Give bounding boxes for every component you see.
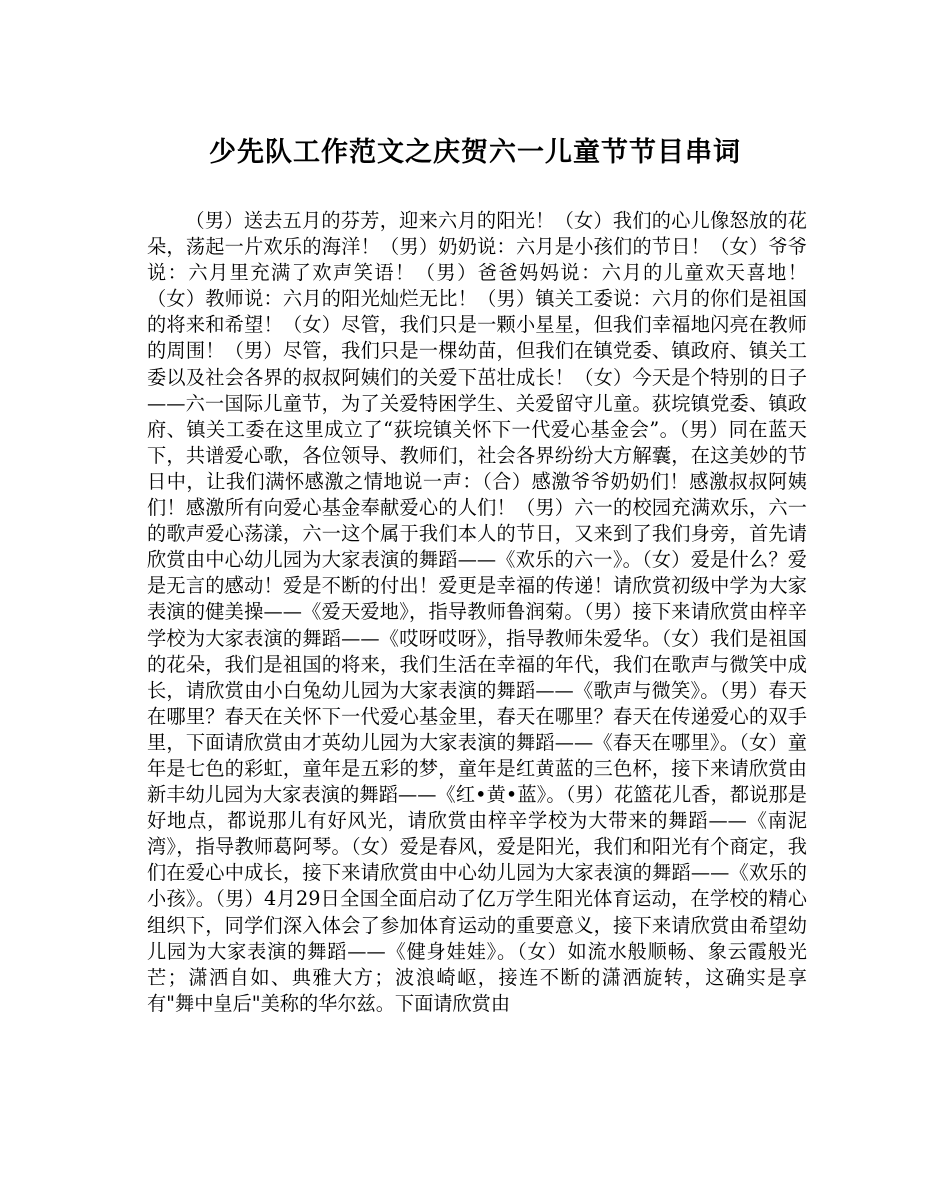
document-title: 少先队工作范文之庆贺六一儿童节节目串词 xyxy=(209,137,741,168)
document-body-paragraph: （男）送去五月的芬芳，迎来六月的阳光！（女）我们的心儿像怒放的花朵，荡起一片欢乐的海洋！（男）奶奶说：六月是小孩们的节日！（女）爷爷说：六月里充满了欢声笑语！（男）爸爸妈妈说：六月的儿童欢天喜地！（女）教师说：六月的阳光灿烂无比！（男）镇关工委说：六月的你们是祖国的将来和希望！（女）尽管，我们只是一颗小星星，但我们幸福地闪亮在教师的周围！（男）尽管，我们只是一棵幼苗，但我们在镇党委、镇政府、镇关工委以及社会各界的叔叔阿姨们的关爱下茁壮成长！（女）今天是个特别的日子——六一国际儿童节，为了关爱特困学生、关爱留守儿童。荻垸镇党委、镇政府、镇关工委在这里成立了“荻垸镇关怀下一代爱心基金会”。（男）同在蓝天下，共谱爱心歌，各位领导、教师们，社会各界纷纷大方解囊，在这美妙的节日中，让我们满怀感激之情地说一声：（合）感激爷爷奶奶们！感激叔叔阿姨们！感激所有向爱心基金奉献爱心的人们！（男）六一的校园充满欢乐，六一的歌声爱心荡漾，六一这个属于我们本人的节日，又来到了我们身旁，首先请欣赏由中心幼儿园为大家表演的舞蹈——《欢乐的六一》。（女）爱是什么？爱是无言的感动！爱是不断的付出！爱更是幸福的传递！请欣赏初级中学为大家表演的健美操——《爱天爱地》，指导教师鲁润菊。（男）接下来请欣赏由梓辛学校为大家表演的舞蹈——《哎呀哎呀》，指导教师朱爱华。（女）我们是祖国的花朵，我们是祖国的将来，我们生活在幸福的年代，我们在歌声与微笑中成长，请欣赏由小白兔幼儿园为大家表演的舞蹈——《歌声与微笑》。（男）春天在哪里？春天在关怀下一代爱心基金里，春天在哪里？春天在传递爱心的双手里，下面请欣赏由才英幼儿园为大家表演的舞蹈——《春天在哪里》。（女）童年是七色的彩虹，童年是五彩的梦，童年是红黄蓝的三色杯，接下来请欣赏由新丰幼儿园为大家表演的舞蹈——《红•黄•蓝》。（男）花篮花儿香，都说那是好地点，都说那儿有好风光，请欣赏由梓辛学校为大带来的舞蹈——《南泥湾》，指导教师葛阿琴。（女）爱是春风，爱是阳光，我们和阳光有个商定，我们在爱心中成长，接下来请欣赏由中心幼儿园为大家表演的舞蹈——《欢乐的小孩》。（男）4月29日全国全面启动了亿万学生阳光体育运动，在学校的精心组织下，同学们深入体会了参加体育运动的重要意义，接下来请欣赏由希望幼儿园为大家表演的舞蹈——《健身娃娃》。（女）如流水般顺畅、象云霞般光芒；潇洒自如、典雅大方；波浪崎岖，接连不断的潇洒旋转，这确实是享有"舞中皇后"美称的华尔兹。下面请欣赏由 xyxy=(147,209,807,1015)
